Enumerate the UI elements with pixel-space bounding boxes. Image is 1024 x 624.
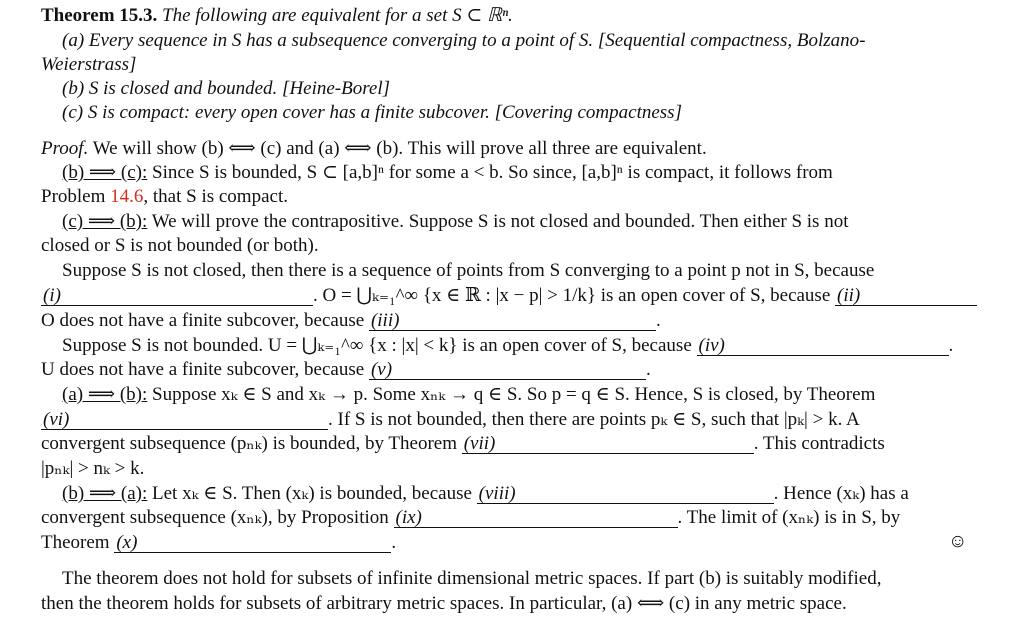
bc-line2-suffix: , that S is compact. bbox=[143, 186, 288, 207]
not-closed-line: Suppose S is not closed, then there is a sequence of points from S converging to a point p not in S, because bbox=[62, 260, 875, 281]
bc-text: Since S is bounded, S ⊂ [a,b]ⁿ for some a < b. So since, [a,b]ⁿ is compact, it follows from bbox=[152, 162, 833, 183]
ab-line3-prefix: convergent subsequence (pₙₖ) is bounded, by Theorem bbox=[41, 433, 457, 454]
blank-viii[interactable]: (viii) bbox=[477, 485, 774, 504]
proof-intro bbox=[41, 137, 1024, 161]
blank-iv[interactable]: (iv) bbox=[697, 337, 949, 356]
not-bounded-text: Suppose S is not bounded. U = ⋃ₖ₌₁^∞ {x : |x| < k} is an open cover of S, because bbox=[62, 335, 692, 356]
ab-line2-text: . If S is not bounded, then there are points pₖ ∈ S, such that |pₖ| > k. A bbox=[328, 409, 860, 430]
ba-line-2 bbox=[41, 506, 1024, 530]
ab-line-3 bbox=[41, 432, 1024, 456]
theorem-part-a-cont: Weierstrass] bbox=[41, 54, 137, 75]
ba-text: Let xₖ ∈ S. Then (xₖ) is bounded, because bbox=[152, 483, 472, 504]
ba-line2-suffix: . The limit of (xₙₖ) is in S, by bbox=[677, 507, 901, 528]
theorem-statement: The following are equivalent for a set S ⊂ ℝⁿ. bbox=[162, 5, 513, 26]
not-bounded-line2-text: U does not have a finite subcover, because bbox=[41, 359, 365, 380]
not-closed-line-3: O does not have a finite subcover, because (iii) . bbox=[41, 310, 661, 331]
not-closed-line3-text: O does not have a finite subcover, because bbox=[41, 310, 365, 331]
ab-line3-suffix: . This contradicts bbox=[753, 433, 885, 454]
theorem-part-c: (c) S is compact: every open cover has a finite subcover. [Covering compactness] bbox=[62, 102, 682, 123]
closing-line-1: The theorem does not hold for subsets of infinite dimensional metric spaces. If part (b) is suitably modified, bbox=[62, 568, 882, 589]
blank-x[interactable]: (x) bbox=[114, 534, 391, 553]
blank-vi[interactable]: (vi) bbox=[41, 411, 328, 430]
bc-heading: (b) ⟹ (c): bbox=[62, 162, 148, 183]
ab-text: Suppose xₖ ∈ S and xₖ → p. Some xₙₖ → q ∈ S. So p = q ∈ S. Hence, S is closed, by Theorem bbox=[152, 384, 876, 405]
proof-label: Proof. bbox=[41, 138, 89, 159]
blank-i[interactable]: (i) bbox=[41, 287, 313, 306]
closing-line-2: then the theorem holds for subsets of arbitrary metric spaces. In particular, (a) ⟺ (c) in any metric space. bbox=[41, 593, 847, 614]
theorem-heading bbox=[41, 4, 1024, 28]
blank-iii[interactable]: (iii) bbox=[369, 312, 656, 331]
theorem-label: Theorem 15.3. bbox=[41, 5, 158, 26]
open-cover-O: . O = ⋃ₖ₌₁^∞ {x ∈ ℝ : |x − p| > 1/k} is an open cover of S, because bbox=[313, 285, 831, 306]
ab-line-4: |pₙₖ| > nₖ > k. bbox=[41, 458, 145, 479]
ba-line3-prefix: Theorem bbox=[41, 532, 110, 553]
not-closed-line-2 bbox=[41, 284, 1024, 308]
ab-heading: (a) ⟹ (b): bbox=[62, 384, 148, 405]
blank-v[interactable]: (v) bbox=[369, 361, 646, 380]
bc-line2-prefix: Problem bbox=[41, 186, 106, 207]
ba-heading: (b) ⟹ (a): bbox=[62, 483, 148, 504]
ba-line-3: Theorem (x) . bbox=[41, 532, 397, 553]
bc-line-2 bbox=[41, 185, 1024, 209]
blank-ii[interactable]: (ii) bbox=[835, 287, 977, 306]
blank-ix[interactable]: (ix) bbox=[394, 509, 678, 528]
bc-line bbox=[62, 161, 968, 185]
cb-line bbox=[62, 210, 1024, 234]
theorem-part-b: (b) S is closed and bounded. [Heine-Borel] bbox=[62, 78, 391, 99]
theorem-part-a: (a) Every sequence in S has a subsequence converging to a point of S. [Sequential compactness, Bolzano- bbox=[62, 30, 866, 51]
blank-vii[interactable]: (vii) bbox=[462, 435, 754, 454]
ab-line-2 bbox=[41, 408, 1024, 432]
cb-line-2: closed or S is not bounded (or both). bbox=[41, 235, 319, 256]
problem-ref-link[interactable]: 14.6 bbox=[110, 186, 144, 207]
proof-intro-text: We will show (b) ⟺ (c) and (a) ⟺ (b). This will prove all three are equivalent. bbox=[92, 138, 707, 159]
cb-text: We will prove the contrapositive. Suppose S is not closed and bounded. Then either S is not bbox=[151, 211, 849, 232]
ba-text-suffix: . Hence (xₖ) has a bbox=[773, 483, 909, 504]
not-bounded-line-2: U does not have a finite subcover, because (v) . bbox=[41, 359, 651, 380]
qed-smiley-icon: ☺ bbox=[948, 531, 968, 552]
not-bounded-line: Suppose S is not bounded. U = ⋃ₖ₌₁^∞ {x : |x| < k} is an open cover of S, because (iv) . bbox=[62, 335, 954, 356]
cb-heading: (c) ⟹ (b): bbox=[62, 211, 148, 232]
ba-line2-prefix: convergent subsequence (xₙₖ), by Proposition bbox=[41, 507, 389, 528]
ba-line bbox=[62, 482, 1024, 506]
ab-line bbox=[62, 383, 1024, 407]
